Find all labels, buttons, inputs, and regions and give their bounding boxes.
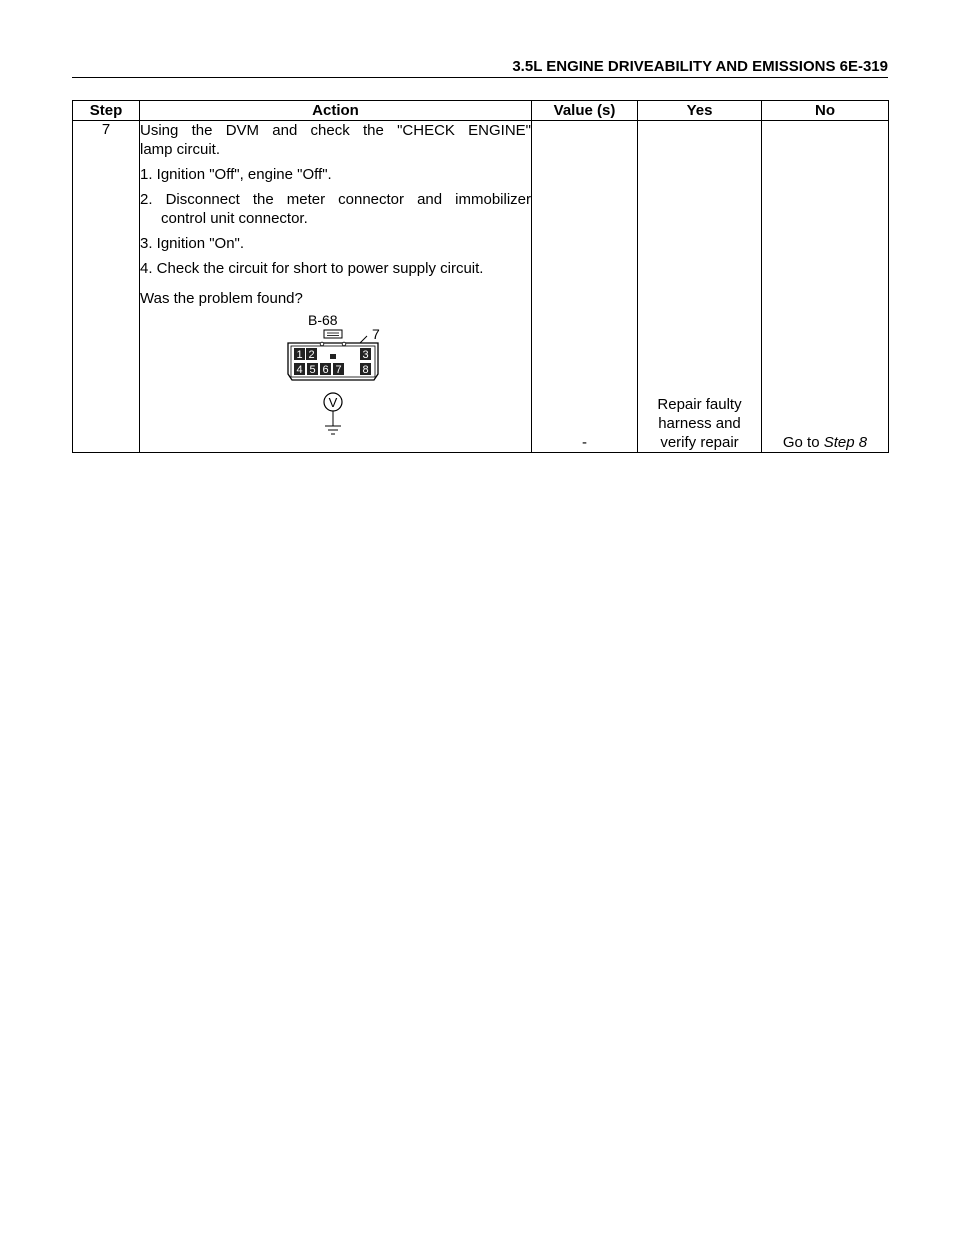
ground-icon <box>325 426 341 434</box>
column-header-action: Action <box>140 101 532 121</box>
svg-text:1: 1 <box>296 349 303 361</box>
action-item-2-line1: 2. Disconnect the meter connector and immobilizer <box>140 191 531 208</box>
header-rule <box>72 77 888 78</box>
svg-text:4: 4 <box>296 364 303 376</box>
svg-text:2: 2 <box>308 349 315 361</box>
svg-text:3: 3 <box>362 349 369 361</box>
pin-callout-label: 7 <box>372 326 380 342</box>
column-header-step: Step <box>73 101 140 121</box>
action-cell <box>140 121 532 453</box>
connector-latch <box>324 330 342 338</box>
svg-text:6: 6 <box>322 364 329 376</box>
yes-cell <box>638 121 762 453</box>
column-header-no: No <box>762 101 889 121</box>
step-number: 7 <box>73 121 140 453</box>
connector-key <box>330 354 336 359</box>
action-intro-line2: lamp circuit. <box>140 141 221 158</box>
diagnostic-table <box>72 100 889 453</box>
action-intro-line1: Using the DVM and check the "CHECK ENGINE" <box>140 122 531 139</box>
yes-line-2: harness and <box>658 415 741 432</box>
svg-text:8: 8 <box>362 364 369 376</box>
connector-label: B-68 <box>308 314 338 328</box>
action-item-1: 1. Ignition "Off", engine "Off". <box>140 166 332 183</box>
svg-text:7: 7 <box>335 364 342 376</box>
action-item-3: 3. Ignition "On". <box>140 235 245 252</box>
value-cell: - <box>532 121 638 453</box>
action-question: Was the problem found? <box>140 290 303 307</box>
action-item-4: 4. Check the circuit for short to power supply circuit. <box>140 260 484 277</box>
connector-diagram <box>278 314 388 444</box>
no-prefix: Go to <box>782 434 824 451</box>
table-row <box>73 121 889 453</box>
page-header: 3.5L ENGINE DRIVEABILITY AND EMISSIONS 6E-319 <box>512 58 888 75</box>
column-header-yes: Yes <box>638 101 762 121</box>
table-header-row <box>73 101 889 121</box>
svg-text:5: 5 <box>309 364 316 376</box>
yes-line-1: Repair faulty <box>657 396 742 413</box>
action-item-2-line2: control unit connector. <box>161 210 308 227</box>
step-8-link[interactable]: Step 8 <box>823 434 868 451</box>
yes-line-3: verify repair <box>660 434 739 451</box>
no-cell <box>762 121 889 453</box>
column-header-value: Value (s) <box>532 101 638 121</box>
voltmeter-label: V <box>328 395 338 410</box>
